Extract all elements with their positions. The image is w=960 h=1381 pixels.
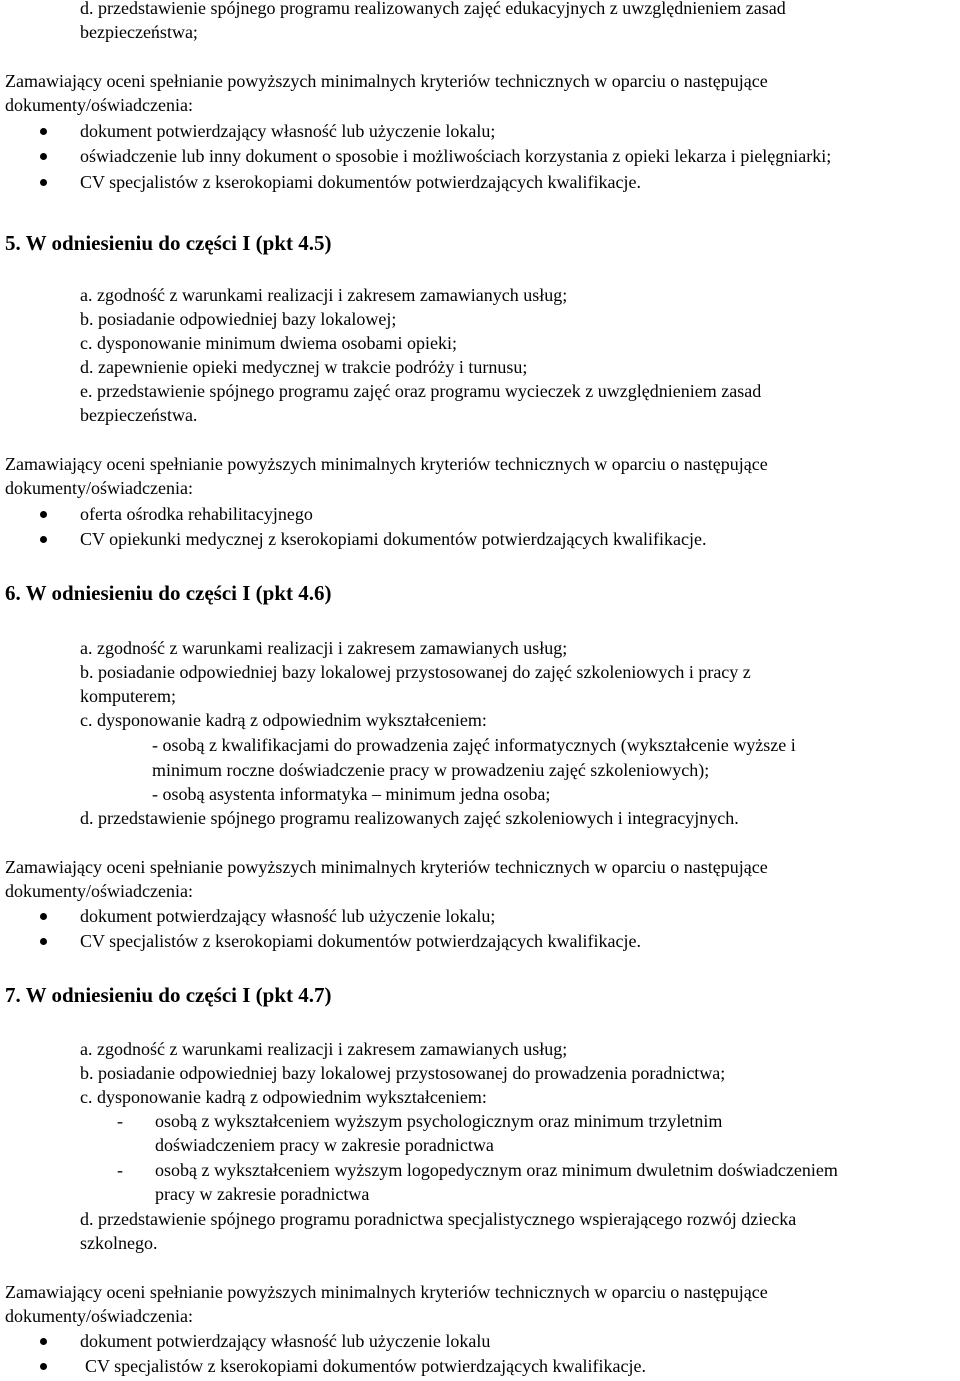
section-5-heading: 5. W odniesieniu do części I (pkt 4.5) — [5, 231, 332, 255]
bullet-icon — [40, 913, 47, 920]
s5-intro-line1: Zamawiający oceni spełnianie powyższych minimalnych kryteriów technicznych w oparciu o następujące — [5, 454, 768, 474]
s7-sub-2-line2: pracy w zakresie poradnictwa — [155, 1184, 370, 1204]
s4-intro-line1: Zamawiający oceni spełnianie powyższych minimalnych kryteriów technicznych w oparciu o następujące — [5, 71, 768, 91]
s7-item-c: c. dysponowanie kadrą z odpowiednim wykształceniem: — [80, 1087, 487, 1107]
bullet-icon — [40, 536, 47, 543]
s5-bullet-1: oferta ośrodka rehabilitacyjnego — [80, 504, 313, 524]
s5-item-e-line2: bezpieczeństwa. — [80, 405, 198, 425]
section-6-heading: 6. W odniesieniu do części I (pkt 4.6) — [5, 581, 332, 605]
s5-bullet-2: CV opiekunki medycznej z kserokopiami dokumentów potwierdzających kwalifikacje. — [80, 529, 707, 549]
s4-bullet-1: dokument potwierdzający własność lub użyczenie lokalu; — [80, 121, 496, 141]
s7-item-b: b. posiadanie odpowiedniej bazy lokalowej przystosowanej do prowadzenia poradnictwa; — [80, 1063, 726, 1083]
s7-intro-line1: Zamawiający oceni spełnianie powyższych minimalnych kryteriów technicznych w oparciu o następujące — [5, 1282, 768, 1302]
s7-sub-1-line2: doświadczeniem pracy w zakresie poradnictwa — [155, 1135, 494, 1155]
bullet-icon — [40, 128, 47, 135]
s6-bullet-2: CV specjalistów z kserokopiami dokumentów potwierdzających kwalifikacje. — [80, 931, 642, 951]
bullet-icon — [40, 1363, 47, 1370]
s6-bullet-1: dokument potwierdzający własność lub użyczenie lokalu; — [80, 906, 496, 926]
s4-item-d-line1: d. przedstawienie spójnego programu realizowanych zajęć edukacyjnych z uwzględnieniem zasad — [80, 0, 786, 18]
s4-bullet-3: CV specjalistów z kserokopiami dokumentów potwierdzających kwalifikacje. — [80, 172, 642, 192]
s7-item-a: a. zgodność z warunkami realizacji i zakresem zamawianych usług; — [80, 1039, 568, 1059]
s5-intro-line2: dokumenty/oświadczenia: — [5, 478, 193, 498]
s6-sub-1-line1: - osobą z kwalifikacjami do prowadzenia zajęć informatycznych (wykształcenie wyższe i — [152, 735, 796, 755]
s6-intro-line1: Zamawiający oceni spełnianie powyższych minimalnych kryteriów technicznych w oparciu o następujące — [5, 857, 768, 877]
s6-sub-2: - osobą asystenta informatyka – minimum jedna osoba; — [152, 784, 551, 804]
s7-item-d-line1: d. przedstawienie spójnego programu poradnictwa specjalistycznego wspierającego rozwój dziecka — [80, 1209, 797, 1229]
s6-item-c: c. dysponowanie kadrą z odpowiednim wykształceniem: — [80, 710, 487, 730]
s6-item-b-line1: b. posiadanie odpowiedniej bazy lokalowej przystosowanej do zajęć szkoleniowych i pracy z — [80, 662, 751, 682]
s6-item-b-line2: komputerem; — [80, 686, 176, 706]
bullet-icon — [40, 938, 47, 945]
s6-item-a: a. zgodność z warunkami realizacji i zakresem zamawianych usług; — [80, 638, 568, 658]
s5-item-a: a. zgodność z warunkami realizacji i zakresem zamawianych usług; — [80, 285, 568, 305]
s4-item-d-line2: bezpieczeństwa; — [80, 22, 198, 42]
s7-bullet-2: CV specjalistów z kserokopiami dokumentów potwierdzających kwalifikacje. — [85, 1356, 647, 1376]
bullet-icon — [40, 153, 47, 160]
s7-item-d-line2: szkolnego. — [80, 1233, 158, 1253]
s5-item-c: c. dysponowanie minimum dwiema osobami opieki; — [80, 333, 457, 353]
section-7-heading: 7. W odniesieniu do części I (pkt 4.7) — [5, 983, 332, 1007]
s6-sub-1-line2: minimum roczne doświadczenie pracy w prowadzeniu zajęć szkoleniowych); — [152, 760, 710, 780]
s7-intro-line2: dokumenty/oświadczenia: — [5, 1306, 193, 1326]
bullet-icon — [40, 1338, 47, 1345]
dash-marker: - — [117, 1160, 123, 1180]
bullet-icon — [40, 179, 47, 186]
s6-intro-line2: dokumenty/oświadczenia: — [5, 881, 193, 901]
dash-marker: - — [117, 1111, 123, 1131]
s7-sub-2-line1: osobą z wykształceniem wyższym logopedycznym oraz minimum dwuletnim doświadczeniem — [155, 1160, 838, 1180]
s5-item-d: d. zapewnienie opieki medycznej w trakcie podróży i turnusu; — [80, 357, 528, 377]
s5-item-e-line1: e. przedstawienie spójnego programu zajęć oraz programu wycieczek z uwzględnieniem zasad — [80, 381, 762, 401]
s4-bullet-2: oświadczenie lub inny dokument o sposobie i możliwościach korzystania z opieki lekarza i pielęgniarki; — [80, 146, 832, 166]
s7-sub-1-line1: osobą z wykształceniem wyższym psychologicznym oraz minimum trzyletnim — [155, 1111, 723, 1131]
s4-intro-line2: dokumenty/oświadczenia: — [5, 95, 193, 115]
s5-item-b: b. posiadanie odpowiedniej bazy lokalowej; — [80, 309, 397, 329]
s6-item-d: d. przedstawienie spójnego programu realizowanych zajęć szkoleniowych i integracyjnych. — [80, 808, 739, 828]
bullet-icon — [40, 511, 47, 518]
s7-bullet-1: dokument potwierdzający własność lub użyczenie lokalu — [80, 1331, 491, 1351]
